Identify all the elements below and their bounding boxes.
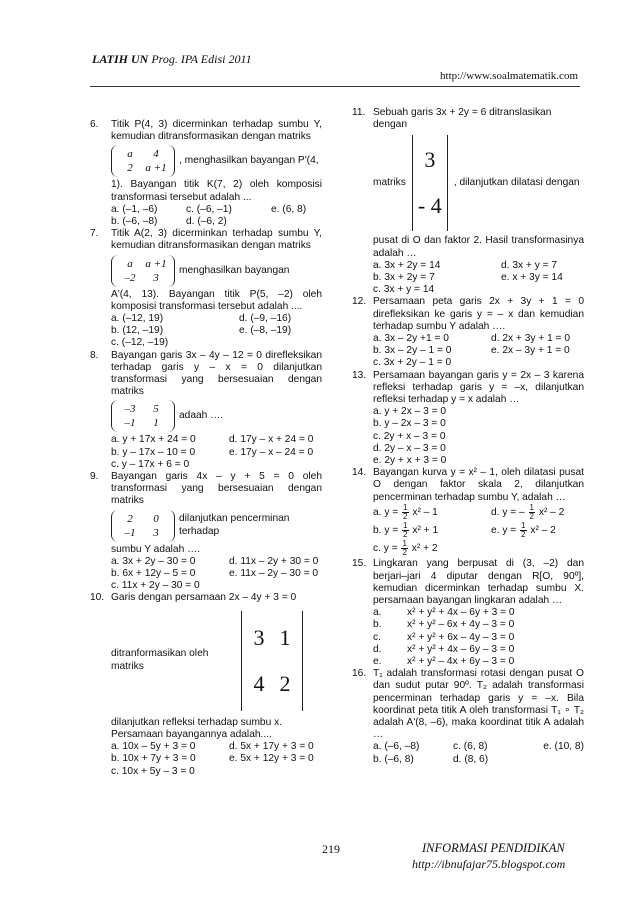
right-column <box>354 107 584 766</box>
matrix: 2 0 –1 3 <box>111 510 175 542</box>
question-6: 6. Titik P(4, 3) dicerminkan terhadap sumbu Y, kemudian ditransformasikan dengan matriks a 4 2 a +1 , menghasilkan bayangan P'(4, 1). Bayangan titik K(7, 2) oleh komposisi transformasi tersebut adalah ... a. (–1, –6) c. (–6, –1) e. (6, 8) b. (–6, –8) d. (–6, 2) <box>90 119 322 228</box>
header-title: LATIH UN Prog. IPA Edisi 2011 <box>92 52 252 66</box>
left-column <box>92 119 322 778</box>
options: a. y = $\frac{1}{2}$ x² – 1 d. y = – $\frac{1}{2}$ x² – 2 b. y = $\frac{1}{2}$ x² + 1 e. y = $\frac{1}{2}$ x² – 2 c. y = $\frac{1}{2}$ x² + 2 <box>373 502 565 558</box>
question-14: 14. Bayangan kurva y = x² – 1, oleh dilatasi pusat O dengan faktor skala 2, dilanjutkan pencerminan terhadap sumbu Y, adalah … a. y = $\frac{1}{2}$ x² – 1 d. y = – $\frac{1}{2}$ x² – 2 b. y = $\frac{1}{2}$ x² + 1 e. y = $\frac{1}{2}$ x² – 2 c. y = $\frac{1}{2}$ x² + 2 <box>352 467 584 558</box>
matrix: a 4 2 a +1 <box>111 145 175 177</box>
options: a. 10x – 5y + 3 = 0 d. 5x + 17y + 3 = 0 b. 10x + 7y + 3 = 0 e. 5x + 12y + 3 = 0 c. 10x + 5y – 3 = 0 <box>111 741 314 777</box>
options: a. y + 2x – 3 = 0 b. y – 2x – 3 = 0 c. 2y + x – 3 = 0 d. 2y – x – 3 = 0 e. 2y + x + 3 = 0 <box>373 406 447 467</box>
options: a. 3x – 2y +1 = 0 d. 2x + 3y + 1 = 0 b. 3x – 2y – 1 = 0 e. 2x – 3y + 1 = 0 c. 3x + 2y – 1 = 0 <box>373 333 571 369</box>
question-12: 12. Persamaan peta garis 2x + 3y + 1 = 0 direfleksikan ke garis y = – x dan kemudian terhadap sumbu Y adalah …. a. 3x – 2y +1 = 0 d. 2x + 3y + 1 = 0 b. 3x – 2y – 1 = 0 e. 2x – 3y + 1 = 0 c. 3x + 2y – 1 = 0 <box>352 296 584 369</box>
fraction-half: $\frac{1}{2}$ <box>402 539 407 558</box>
options: a. 3x + 2y – 30 = 0 d. 11x – 2y + 30 = 0 b. 6x + 12y – 5 = 0 e. 11x – 2y – 30 = 0 c. 11x + 2y – 30 = 0 <box>111 555 319 592</box>
options: a. (–1, –6) c. (–6, –1) e. (6, 8) b. (–6, –8) d. (–6, 2) <box>111 203 307 228</box>
options: a. 3x + 2y = 14 d. 3x + y = 7 b. 3x + 2y = 7 e. x + 3y = 14 c. 3x + y = 14 <box>373 259 563 296</box>
fraction-half: $\frac{1}{2}$ <box>521 521 526 540</box>
question-8: 8. Bayangan garis 3x – 4y – 12 = 0 direfleksikan terhadap garis y – x = 0 dilanjutkan transformasi yang bersesuaian dengan matriks –3 5 –1 1 adaah …. a. y + 17x + 24 = 0 d. 17y – x + 24 = 0 b. y – 17x – 10 = 0 e. 17y – x – 24 = 0 c. y – 17x + 6 = 0 <box>90 349 322 470</box>
options: a. x² + y² + 4x – 6y + 3 = 0 b. x² + y² – 6x + 4y – 3 = 0 c. x² + y² + 6x – 4y – 3 = 0 d. x² + y² + 4x – 6y – 3 = 0 e. x² + y² – 4x + 6y – 3 = 0 <box>373 607 515 668</box>
footer-brand: INFORMASI PENDIDIKAN <box>422 841 565 855</box>
question-11: 11. Sebuah garis 3x + 2y = 6 ditranslasikan dengan matriks 3 - 4 , dilanjutkan dilatasi dengan pusat di O dan faktor 2. Hasil transformasinya adalah … a. 3x + 2y = 14 d. 3x + y = 7 b. 3x + 2y = 7 e. x + 3y = 14 c. 3x + y = 14 <box>352 107 584 296</box>
question-16: 16. T₁ adalah transformasi rotasi dengan pusat O dan sudut putar 90º. T₂ adalah transformasi pencerminan terhadap garis y = –x. Bila koordinat peta titik A oleh transformasi T₁ ∘ T₂ adalah A'(8, –6), maka koordinat titik A adalah … a. (–6, –8) c. (6, 8) e. (10, 8) b. (–6, 8) d. (8, 6) <box>352 668 584 765</box>
header-url[interactable]: http://www.soalmatematik.com <box>440 70 578 82</box>
page-number: 219 <box>322 842 340 856</box>
options: a. (–12, 19) d. (–9, –16) b. (12, –19) e. (–8, –19) c. (–12, –19) <box>111 313 292 349</box>
fraction-half: $\frac{1}{2}$ <box>529 502 534 521</box>
footer-url[interactable]: http://ibnufajar75.blogspot.com <box>412 857 566 871</box>
matrix: a a +1 –2 3 <box>111 255 175 287</box>
fraction-half: $\frac{1}{2}$ <box>403 521 408 540</box>
options: a. (–6, –8) c. (6, 8) e. (10, 8) b. (–6, 8) d. (8, 6) <box>373 741 584 765</box>
fraction-half: $\frac{1}{2}$ <box>403 502 408 521</box>
question-13: 13. Persamaan bayangan garis y = 2x – 3 karena refleksi terhadap garis y = –x, dilanjutkan refleksi terhadap y = x adalah … a. y + 2x – 3 = 0 b. y – 2x – 3 = 0 c. 2y + x – 3 = 0 d. 2y – x – 3 = 0 e. 2y + x + 3 = 0 <box>352 369 584 467</box>
matrix: –3 5 –1 1 <box>111 400 175 432</box>
matrix: 3 - 4 <box>412 135 448 231</box>
matrix: 3 1 4 2 <box>241 611 303 711</box>
question-10: 10. Garis dengan persamaan 2x – 4y + 3 = 0 ditranformasikan oleh matriks 3 1 4 2 dilanjutkan refleksi terhadap sumbu x. Persamaan bayangannya adalah.... a. 10x – 5y + 3 = 0 d. 5x + 17y + 3 = 0 b. 10x + 7y + 3 = 0 e. 5x + 12y + 3 = 0 c. 10x + 5y – 3 = 0 <box>92 592 322 777</box>
question-9: 9. Bayangan garis 4x – y + 5 = 0 oleh transformasi yang bersesuaian dengan matriks 2 0 –1 3 dilanjutkan pencerminan terhadap sumbu Y adalah …. a. 3x + 2y – 30 = 0 d. 11x – 2y + 30 = 0 b. 6x + 12y – 5 = 0 e. 11x – 2y – 30 = 0 c. 11x + 2y – 30 = 0 <box>90 471 322 592</box>
question-7: 7. Titik A(2, 3) dicerminkan terhadap sumbu Y, kemudian ditransformasikan dengan matriks a a +1 –2 3 menghasilkan bayangan A'(4, 13). Bayangan titik P(5, –2) oleh komposisi transformasi tersebut adalah .... a. (–12, 19) d. (–9, –16) b. (12, –19) e. (–8, –19) c. (–12, –19) <box>90 228 322 349</box>
question-15: 15. Lingkaran yang berpusat di (3, –2) dan berjari–jari 4 diputar dengan R[O, 90º], kemudian dicerminkan terhadap sumbu X. persamaan bayangan lingkaran adalah … a. x² + y² + 4x – 6y + 3 = 0 b. x² + y² – 6x + 4y – 3 = 0 c. x² + y² + 6x – 4y – 3 = 0 d. x² + y² + 4x – 6y – 3 = 0 e. x² + y² – 4x + 6y – 3 = 0 <box>352 558 584 668</box>
header-divider <box>90 86 580 87</box>
options: a. y + 17x + 24 = 0 d. 17y – x + 24 = 0 b. y – 17x – 10 = 0 e. 17y – x – 24 = 0 c. y – 17x + 6 = 0 <box>111 434 314 470</box>
